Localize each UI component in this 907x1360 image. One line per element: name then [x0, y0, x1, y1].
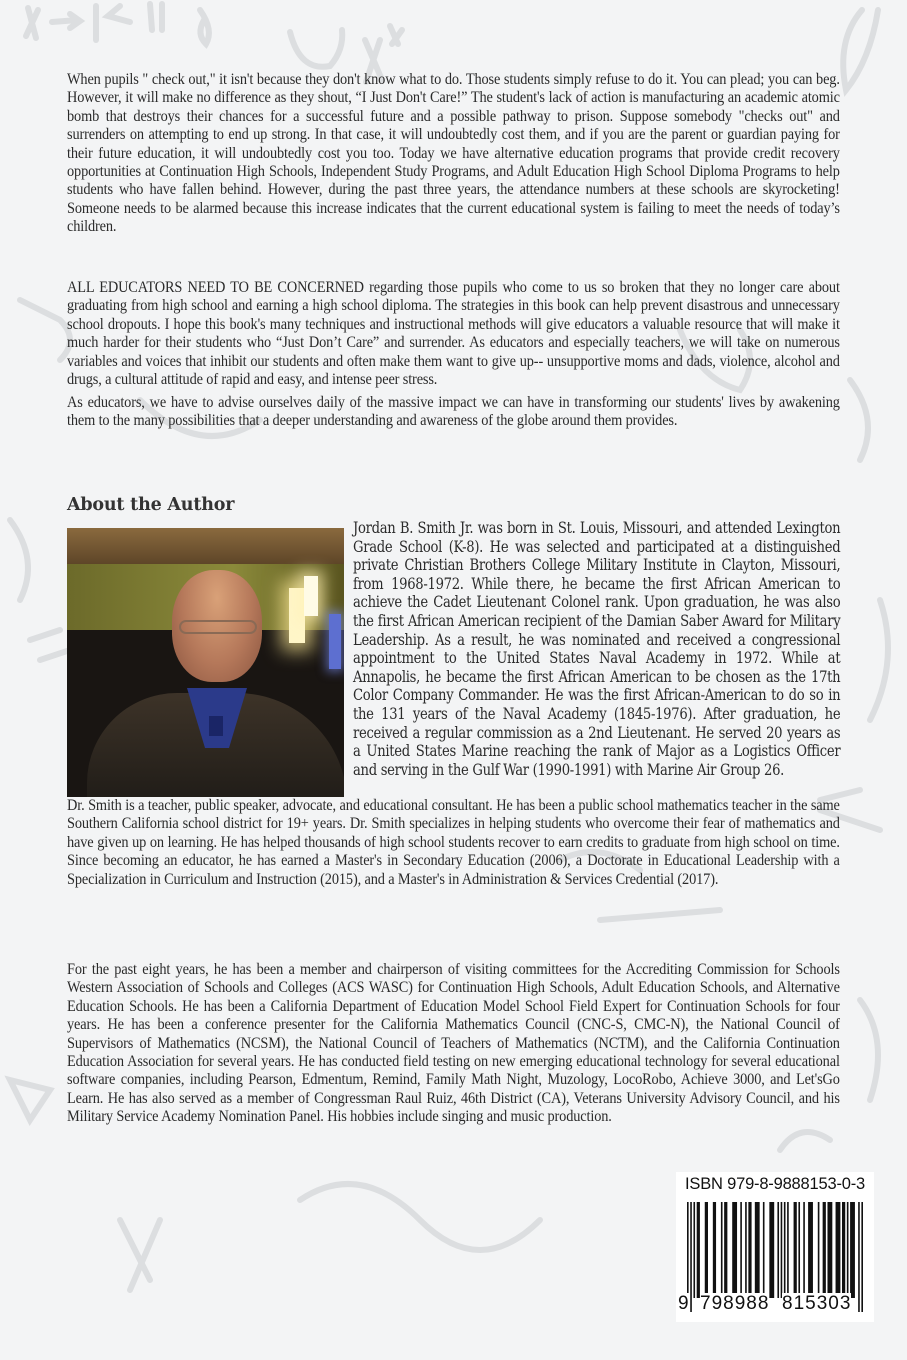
- barcode-bar: [787, 1202, 789, 1298]
- author-bio-beside-photo: [353, 519, 840, 779]
- barcode-bar: [808, 1202, 813, 1298]
- barcode-bar: [697, 1202, 700, 1298]
- barcode-bar: [827, 1202, 832, 1298]
- barcode-bar: [748, 1202, 751, 1298]
- barcode-bar: [693, 1202, 695, 1298]
- barcode-bar: [777, 1202, 779, 1298]
- intro-paragraph-3: As educators, we have to advise ourselves daily of the massive impact we can have in transforming our students' lives by awakening them to the many possibilities that a deeper understanding and awareness of the globe around them provides.: [67, 394, 840, 430]
- photo-lamp: [289, 588, 305, 643]
- photo-glasses: [179, 620, 257, 634]
- photo-lamp: [304, 576, 318, 616]
- intro-paragraph-1: When pupils " check out," it isn't because they don't know what to do. Those students simply refuse to do it. You can plead; you can beg. However, it will make no difference as they shout, “I Just Don't Care!” The student's lack of action is manufacturing an academic atomic bomb that destroys their chances for a successful future and a possible pathway to prison. Suppose somebody "checks out" and surrenders on attempting to end up strong. In that case, it will undoubtedly cost them, and if you are the parent or guardian paying for their future education, it will undoubtedly cost you too. Today we have alternative education programs that provide credit recovery opportunities at Continuation High Schools, Independent Study Programs, and Adult Education High School Diploma Programs to help students who have fallen behind. However, during the past three years, the attendance numbers at these schools are skyrocketing! Someone needs to be alarmed because this increase indicates that the current educational system is failing to meet the needs of today’s children.: [67, 71, 840, 236]
- barcode-left-digits: 798988: [700, 1293, 770, 1314]
- barcode-bar: [724, 1202, 727, 1298]
- barcode-bar: [818, 1202, 820, 1298]
- barcode-bar: [721, 1202, 723, 1298]
- barcode-bar: [705, 1202, 708, 1298]
- barcode-bar: [858, 1202, 860, 1312]
- barcode-right-digits: 815303: [782, 1293, 852, 1314]
- photo-tie: [209, 716, 223, 736]
- author-bio-paragraph-3: For the past eight years, he has been a member and chairperson of visiting committees for the Accrediting Commission for Schools Western Association of Schools and Colleges (ACS WASC) for Continuation High Schools, Adult Education Schools, and Alternative Education Schools. He has been a California Department of Education Model School Field Expert for Continuation Schools for four years. He has been a conference presenter for the California Mathematics Council (CNC-S, CMC-N), the National Council of Supervisors of Mathematics (NCSM), the National Council of Teachers of Mathematics (NCTM), and the California Continuation Education Association for several years. He has conducted field testing on new emerging educational technology for several educational software companies, including Pearson, Edmentum, Remind, Family Math Night, Muzology, LocoRobo, Achieve 3000, and Let'sGo Learn. He has also served as a member of Congressman Raul Ruiz, 46th District (CA), Veterans University Advisory Council, and his Military Service Academy Nomination Panel. His hobbies include singing and music production.: [67, 961, 840, 1126]
- barcode-bar: [755, 1202, 760, 1298]
- barcode-bar: [823, 1202, 826, 1298]
- barcode-bar: [769, 1202, 774, 1298]
- barcode-bar: [690, 1202, 692, 1312]
- barcode-bar: [740, 1202, 742, 1298]
- barcode-bar: [794, 1202, 797, 1298]
- barcode-bar: [842, 1202, 845, 1298]
- barcode-bar: [781, 1202, 783, 1298]
- barcode-bar: [803, 1202, 805, 1298]
- photo-ceiling: [67, 528, 344, 564]
- barcode-bar: [713, 1202, 716, 1298]
- author-bio-paragraph-2: Dr. Smith is a teacher, public speaker, advocate, and educational consultant. He has been a public school mathematics teacher in the same Southern California school district for 19+ years. Dr. Smith specializes in helping students who overcome their fear of mathematics and have given up on learning. He has helped thousands of high school students recover to earn credits to graduate from high school on time. Since becoming an educator, he has earned a Master's in Secondary Education (2006), a Doctorate in Educational Leadership with a Specialization in Curriculum and Instruction (2015), and a Master's in Administration & Services Credential (2017).: [67, 797, 840, 888]
- barcode-bar: [847, 1202, 849, 1298]
- barcode-lead-digit: 9: [678, 1293, 689, 1314]
- barcode-bar: [850, 1202, 855, 1298]
- barcode-bar: [763, 1202, 765, 1298]
- about-author-heading: About the Author: [67, 495, 235, 515]
- isbn-barcode-box: [676, 1172, 874, 1322]
- author-photo: [67, 528, 344, 797]
- barcode-bar: [836, 1202, 841, 1298]
- photo-lamp: [329, 614, 341, 669]
- barcode-bar: [732, 1202, 737, 1298]
- barcode-bar: [861, 1202, 863, 1312]
- isbn-label: ISBN 979-8-9888153-0-3: [685, 1175, 865, 1193]
- author-bio-text: Jordan B. Smith Jr. was born in St. Louis, Missouri, and attended Lexington Grade School (K-8). He was selected and participated at a distinguished private Christian Brothers College Military Institute in Clayton, Missouri, from 1968-1972. While there, he became the first African American to achieve the Cadet Lieutenant Colonel rank. Upon graduation, he was also the first African American recipient of the Damian Saber Award for Military Leadership. As a result, he was nominated and received a congressional appointment to the United States Naval Academy in 1972. While at Annapolis, he became the first African American to be chosen as the 17th Color Company Commander. He was the first African-American to do so in the 131 years of the Naval Academy (1845-1976). After graduation, he received a regular commission as a 2nd Lieutenant. He served 20 years as a United States Marine reaching the rank of Major as a Logistics Officer and serving in the Gulf War (1990-1991) with Marine Air Group 26.: [353, 519, 841, 779]
- barcode-bar: [798, 1202, 800, 1298]
- intro-paragraph-2: ALL EDUCATORS NEED TO BE CONCERNED regarding those pupils who come to us so broken that they no longer care about graduating from high school and earning a high school diploma. The strategies in this book can help prevent disastrous and unnecessary school dropouts. I hope this book's many techniques and instructional methods will give educators a valuable resource that will make it much harder for their students who “Just Don’t Care” and surrender. As educators and especially teachers, we will take on numerous variables and voices that inhibit our students and often make them want to give up-- unsupportive moms and dads, violence, alcohol and drugs, a cultural attitude of rapid and easy, and intense peer stress.: [67, 279, 840, 389]
- barcode-bar: [784, 1202, 786, 1298]
- barcode-bar: [745, 1202, 747, 1298]
